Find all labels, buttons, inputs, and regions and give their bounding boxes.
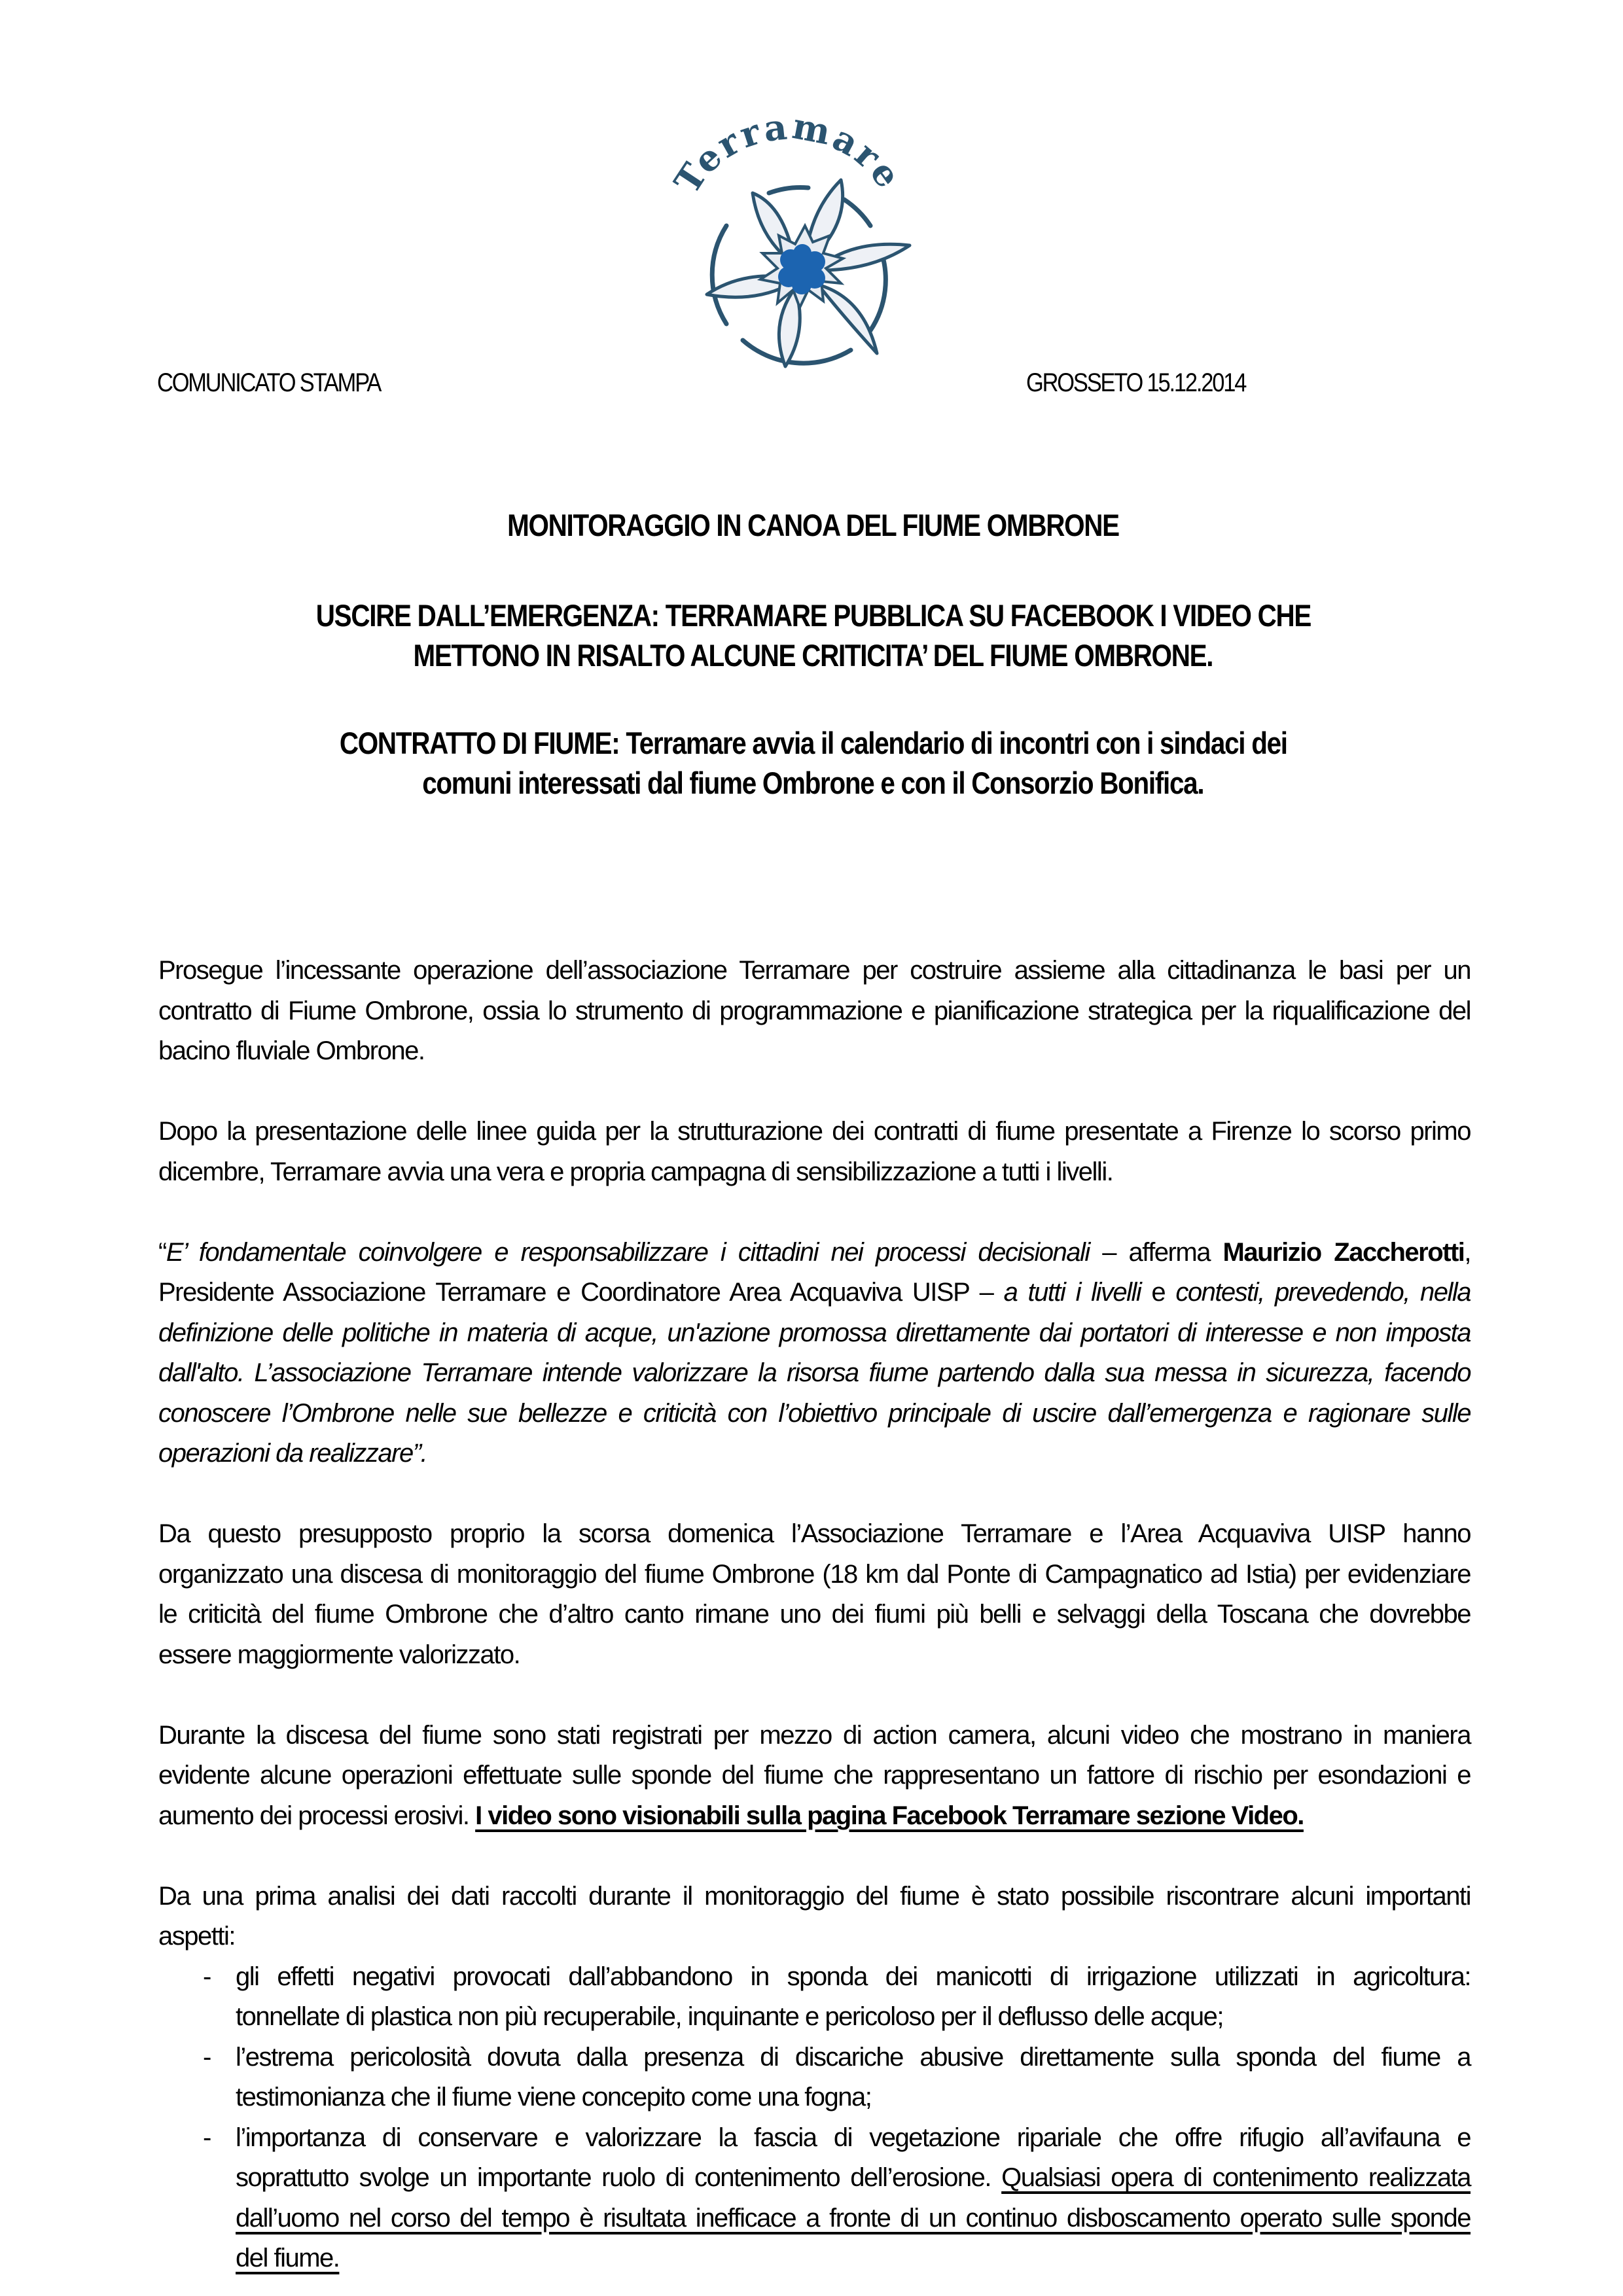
contract-title: CONTRATTO DI FIUME: Terramare avvia il calendario di incontri con i sindaci dei comuni interessati dal fiume Ombrone e con il Consorzio Bonifica. [339,726,1287,800]
facebook-video-link[interactable]: I video sono visionabili sulla pagina Facebook Terramare sezione Video. [475,1801,1304,1830]
underlined-statement: del fiume. [236,2244,340,2272]
contract-label: CONTRATTO DI FIUME: [339,726,620,760]
article-body [158,951,1471,2279]
main-title: MONITORAGGIO IN CANOA DEL FIUME OMBRONE [507,508,1119,542]
paragraph-videos: Durante la discesa del fiume sono stati registrati per mezzo di action camera, alcuni video che mostrano in maniera evidente alcune operazioni effettuate sulle sponde del fiume che rappresentano un fattore di rischio per esondazioni e aumento dei processi erosivi. I video sono visionabili sulla pagina Facebook Terramare sezione Video. [158,1720,1471,1830]
underlined-statement: dall’uomo nel corso del tempo è risultata inefficace a fronte di un continuo disboscamento operato sulle sponde [236,2203,1471,2233]
list-item: - l’estrema pericolosità dovuta dalla presenza di discariche abusive direttamente sulla sponda del fiume a testimonianza che il fiume viene concepito come una fogna; [158,2038,1471,2118]
bullet-dash: - [203,2123,211,2152]
logo-wordmark: Terramare [666,108,911,202]
paragraph-quote: “E’ fondamentale coinvolgere e responsabilizzare i cittadini nei processi decisionali – afferma Maurizio Zaccherotti, Presidente Associazione Terramare e Coordinatore Area Acquaviva UISP – a tutti i livelli e contesti, prevedendo, nella definizione delle politiche in materia di acque, un'azione promossa direttamente dai portatori di interesse e non imposta dall'alto. L’associazione Terramare intende valorizzare la risorsa fiume partendo dalla sua messa in sicurezza, facendo conoscere l’Ombrone nelle sue bellezze e criticità con l’obiettivo principale di uscire dall’emergenza e ragionare sulle operazioni da realizzare”. [158,1237,1471,1468]
paragraph-descent: Da questo presupposto proprio la scorsa domenica l’Associazione Terramare e l’Area Acquaviva UISP hanno organizzato una discesa di monitoraggio del fiume Ombrone (18 km dal Ponte di Campagnatico ad Istia) per evidenziare le criticità del fiume Ombrone che d’altro canto rimane uno dei fiumi più belli e selvaggi della Toscana che dovrebbe essere maggiormente valorizzato. [158,1519,1471,1669]
bullet-dash: - [203,2042,211,2072]
place-date: GROSSETO 15.12.2014 [1026,368,1246,397]
press-release-label: COMUNICATO STAMPA [157,368,381,397]
speaker-name: Maurizio Zaccherotti [1222,1237,1465,1267]
bullet-dash: - [203,1962,211,1991]
terramare-logo [654,108,923,376]
paragraph-intro: Prosegue l’incessante operazione dell’associazione Terramare per costruire assieme alla cittadinanza le basi per un contratto di Fiume Ombrone, ossia lo strumento di programmazione e pianificazione strategica per la riqualificazione del bacino fluviale Ombrone. [158,956,1471,1065]
paragraph-guidelines: Dopo la presentazione delle linee guida per la strutturazione dei contratti di fiume presentate a Firenze lo scorso primo dicembre, Terramare avvia una vera e propria campagna di sensibilizzazione a tutti i livelli. [158,1117,1471,1186]
findings-list [158,1957,1471,2279]
paragraph-analysis: Da una prima analisi dei dati raccolti durante il monitoraggio del fiume è stato possibile riscontrare alcuni importanti aspetti: [158,1881,1471,1951]
underlined-statement: Qualsiasi opera di contenimento realizzata [1001,2163,1471,2192]
list-item: - l’importanza di conservare e valorizzare la fascia di vegetazione ripariale che offre rifugio all’avifauna e soprattutto svolge un importante ruolo di contenimento dell’erosione. Qualsiasi opera di contenimento realizzata dall’uomo nel corso del tempo è risultata inefficace a fronte di un continuo disboscamento operato sulle sponde del fiume. [158,2118,1471,2279]
flower-emblem-icon [654,108,923,376]
subtitle: USCIRE DALL’EMERGENZA: TERRAMARE PUBBLICA SU FACEBOOK I VIDEO CHE METTONO IN RISALTO ALCUNE CRITICITA’ DEL FIUME OMBRONE. [315,598,1311,673]
list-item: - gli effetti negativi provocati dall’abbandono in sponda dei manicotti di irrigazione utilizzati in agricoltura: tonnellate di plastica non più recuperabile, inquinante e pericoloso per il deflusso delle acque; [158,1957,1471,2038]
